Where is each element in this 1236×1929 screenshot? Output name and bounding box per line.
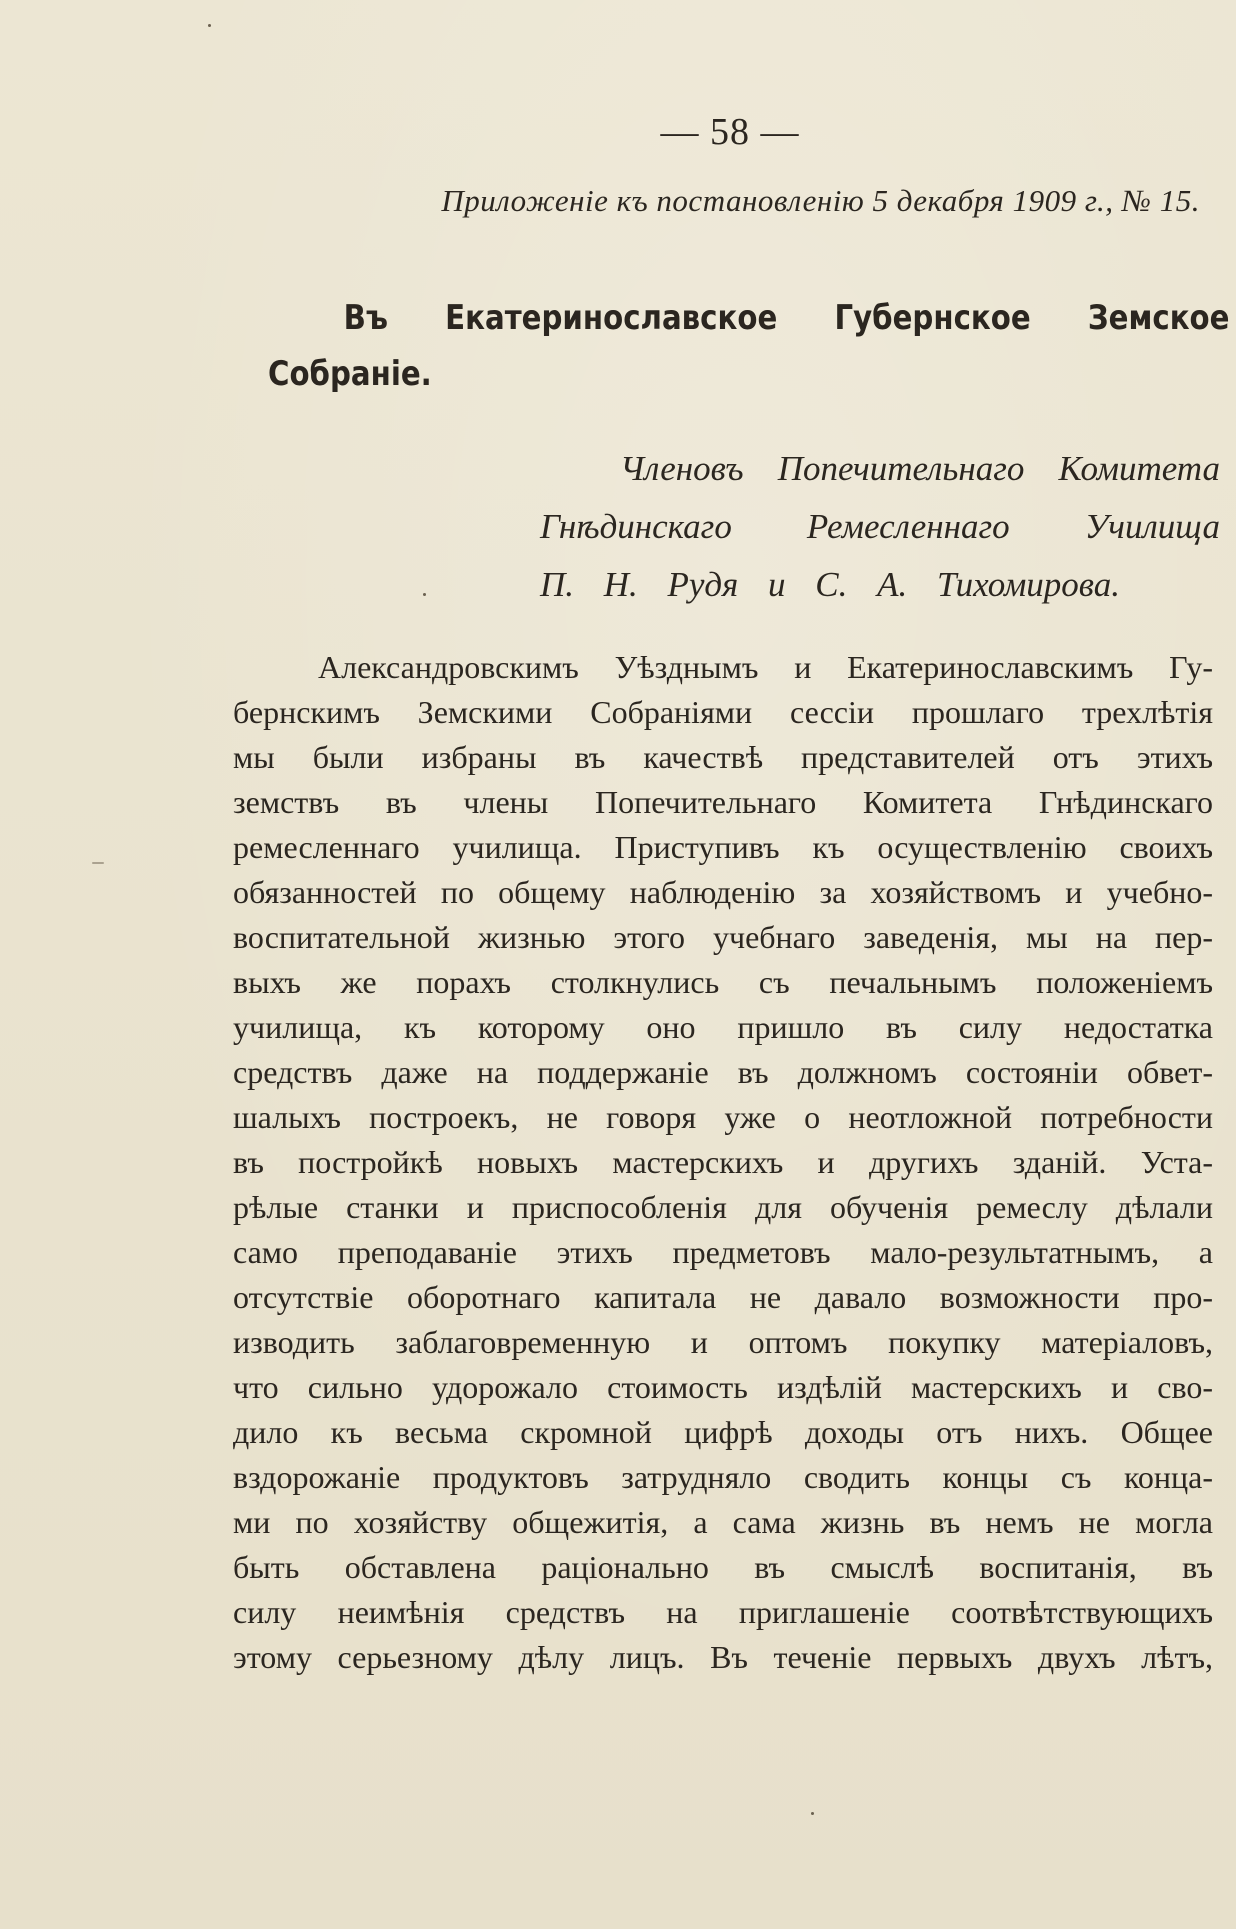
body-line: отсутствіе оборотнаго капитала не давало возможности про- (233, 1279, 1213, 1315)
body-line: шалыхъ построекъ, не говоря уже о неотложной потребности (233, 1099, 1213, 1135)
paper-speck (811, 1812, 814, 1815)
paper-speck (423, 593, 426, 596)
body-line: рѣлые станки и приспособленія для обученія ремеслу дѣлали (233, 1189, 1213, 1225)
body-line: мы были избраны въ качествѣ представителей отъ этихъ (233, 739, 1213, 775)
body-line: быть обставлена раціонально въ смыслѣ воспитанія, въ (233, 1549, 1213, 1585)
body-line: Александровскимъ Уѣзднымъ и Екатеринославскимъ Гу- (318, 649, 1213, 685)
body-line: этому серьезному дѣлу лицъ. Въ теченіе первыхъ двухъ лѣтъ, (233, 1639, 1213, 1675)
body-line: что сильно удорожало стоимость издѣлій мастерскихъ и сво- (233, 1369, 1213, 1405)
authors-block (540, 440, 1220, 614)
body-line: ремесленнаго училища. Приступивъ къ осуществленію своихъ (233, 829, 1213, 865)
body-line: изводить заблаговременную и оптомъ покупку матеріаловъ, (233, 1324, 1213, 1360)
document-heading (268, 290, 1230, 402)
body-line: въ постройкѣ новыхъ мастерскихъ и другихъ зданій. Уста- (233, 1144, 1213, 1180)
body-line: воспитательной жизнью этого учебнаго заведенія, мы на пер- (233, 919, 1213, 955)
authors-line-3: П. Н. Рудя и С. А. Тихомирова. (540, 565, 1120, 604)
body-line: земствъ въ члены Попечительнаго Комитета Гнѣдинскаго (233, 784, 1213, 820)
authors-line-1: Членовъ Попечительнаго Комитета (620, 449, 1220, 488)
paper-speck (208, 24, 211, 27)
body-line: бернскимъ Земскими Собраніями сессіи прошлаго трехлѣтія (233, 694, 1213, 730)
body-line: училища, къ которому оно пришло въ силу недостатка (233, 1009, 1213, 1045)
page-number: — 58 — (660, 111, 800, 153)
body-line: само преподаваніе этихъ предметовъ мало-результатнымъ, а (233, 1234, 1213, 1270)
body-line: средствъ даже на поддержаніе въ должномъ состояніи обвет- (233, 1054, 1213, 1090)
heading-line-1: Въ Екатеринославское Губернское Земское (343, 298, 1230, 338)
body-line: дило къ весьма скромной цифрѣ доходы отъ нихъ. Общее (233, 1414, 1213, 1450)
body-paragraph (233, 645, 1213, 1680)
body-line: выхъ же порахъ столкнулись съ печальнымъ положеніемъ (233, 964, 1213, 1000)
paper-speck (92, 862, 104, 864)
heading-line-2: Собраніе. (268, 354, 432, 394)
body-line: ми по хозяйству общежитія, а сама жизнь въ немъ не могла (233, 1504, 1213, 1540)
body-line: вздорожаніе продуктовъ затрудняло сводить концы съ конца- (233, 1459, 1213, 1495)
appendix-note: Приложеніе къ постановленію 5 декабря 1909 г., № 15. (441, 183, 1200, 218)
body-line: силу неимѣнія средствъ на приглашеніе соотвѣтствующихъ (233, 1594, 1213, 1630)
authors-line-2: Гнѣдинскаго Ремесленнаго Училища (540, 507, 1220, 546)
body-line: обязанностей по общему наблюденію за хозяйствомъ и учебно- (233, 874, 1213, 910)
